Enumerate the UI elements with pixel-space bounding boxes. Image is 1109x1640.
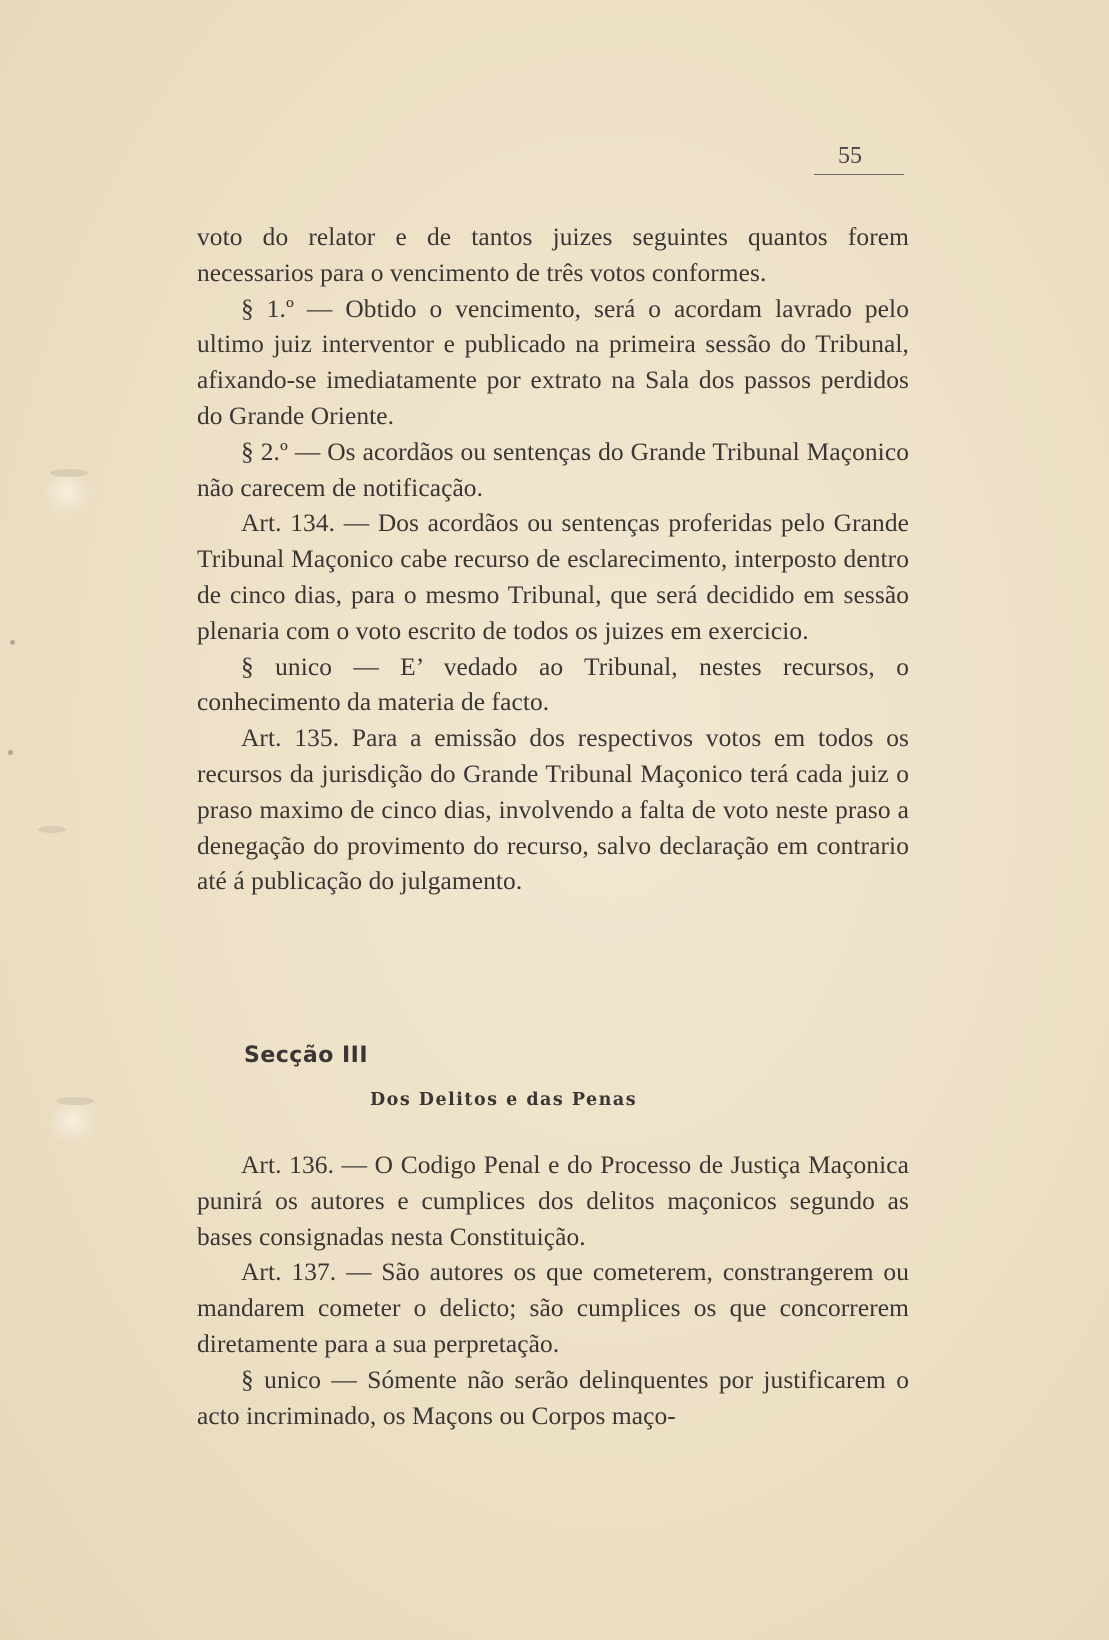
paragraph: Art. 135. Para a emissão dos respectivos votos em todos os recursos da jurisdição do Grande Tribunal Maçonico terá cada juiz o praso maximo de cinco dias, involvendo a falta de voto neste praso a denegação do provimento do recurso, salvo declaração em contrario até á publicação do julgamento. bbox=[197, 724, 909, 896]
paragraph: § unico — Sómente não serão delinquentes por justificarem o acto incriminado, os Maçons ou Corpos maço- bbox=[197, 1365, 909, 1430]
paragraph: voto do relator e de tantos juizes seguintes quantos forem necessarios para o vencimento de três votos conformes. bbox=[197, 223, 909, 287]
paragraph: § 1.º — Obtido o vencimento, será o acordam lavrado pelo ultimo juiz interventor e publicado na primeira sessão do Tribunal, afixando-se imediatamente por extrato na Sala dos passos perdidos do Grande Oriente. bbox=[197, 294, 909, 430]
page-number: 55 bbox=[838, 143, 862, 169]
paragraph: Art. 134. — Dos acordãos ou sentenças proferidas pelo Grande Tribunal Maçonico cabe recurso de esclarecimento, interposto dentro de cinco dias, para o mesmo Tribunal, que será decidido em sessão plenaria com o voto escrito de todos os juizes em exercicio. bbox=[197, 509, 909, 645]
paragraph: Art. 136. — O Codigo Penal e do Processo de Justiça Maçonica punirá os autores e cumplices dos delitos maçonicos segundo as bases consignadas nesta Constituição. bbox=[197, 1151, 909, 1251]
paragraph: § unico — E’ vedado ao Tribunal, nestes recursos, o conhecimento da materia de facto. bbox=[197, 652, 909, 717]
page-number-rule bbox=[814, 174, 904, 175]
text-block-first bbox=[197, 220, 909, 900]
paper-speck bbox=[10, 640, 15, 645]
punch-hole-mark bbox=[46, 472, 92, 518]
paragraph: § 2.º — Os acordãos ou sentenças do Grande Tribunal Maçonico não carecem de notificação. bbox=[197, 437, 909, 502]
section-subtitle: Dos Delitos e das Penas bbox=[370, 1090, 638, 1110]
paragraph: Art. 137. — São autores os que cometerem, constrangerem ou mandarem cometer o delicto; são cumplices os que concorrerem diretamente para a sua perpretação. bbox=[197, 1258, 909, 1358]
section-title: Secção III bbox=[244, 1043, 369, 1068]
punch-hole-mark bbox=[52, 1100, 98, 1146]
text-block-second bbox=[197, 1148, 909, 1434]
paper-stain-mark bbox=[38, 826, 66, 833]
paper-speck bbox=[8, 750, 13, 755]
